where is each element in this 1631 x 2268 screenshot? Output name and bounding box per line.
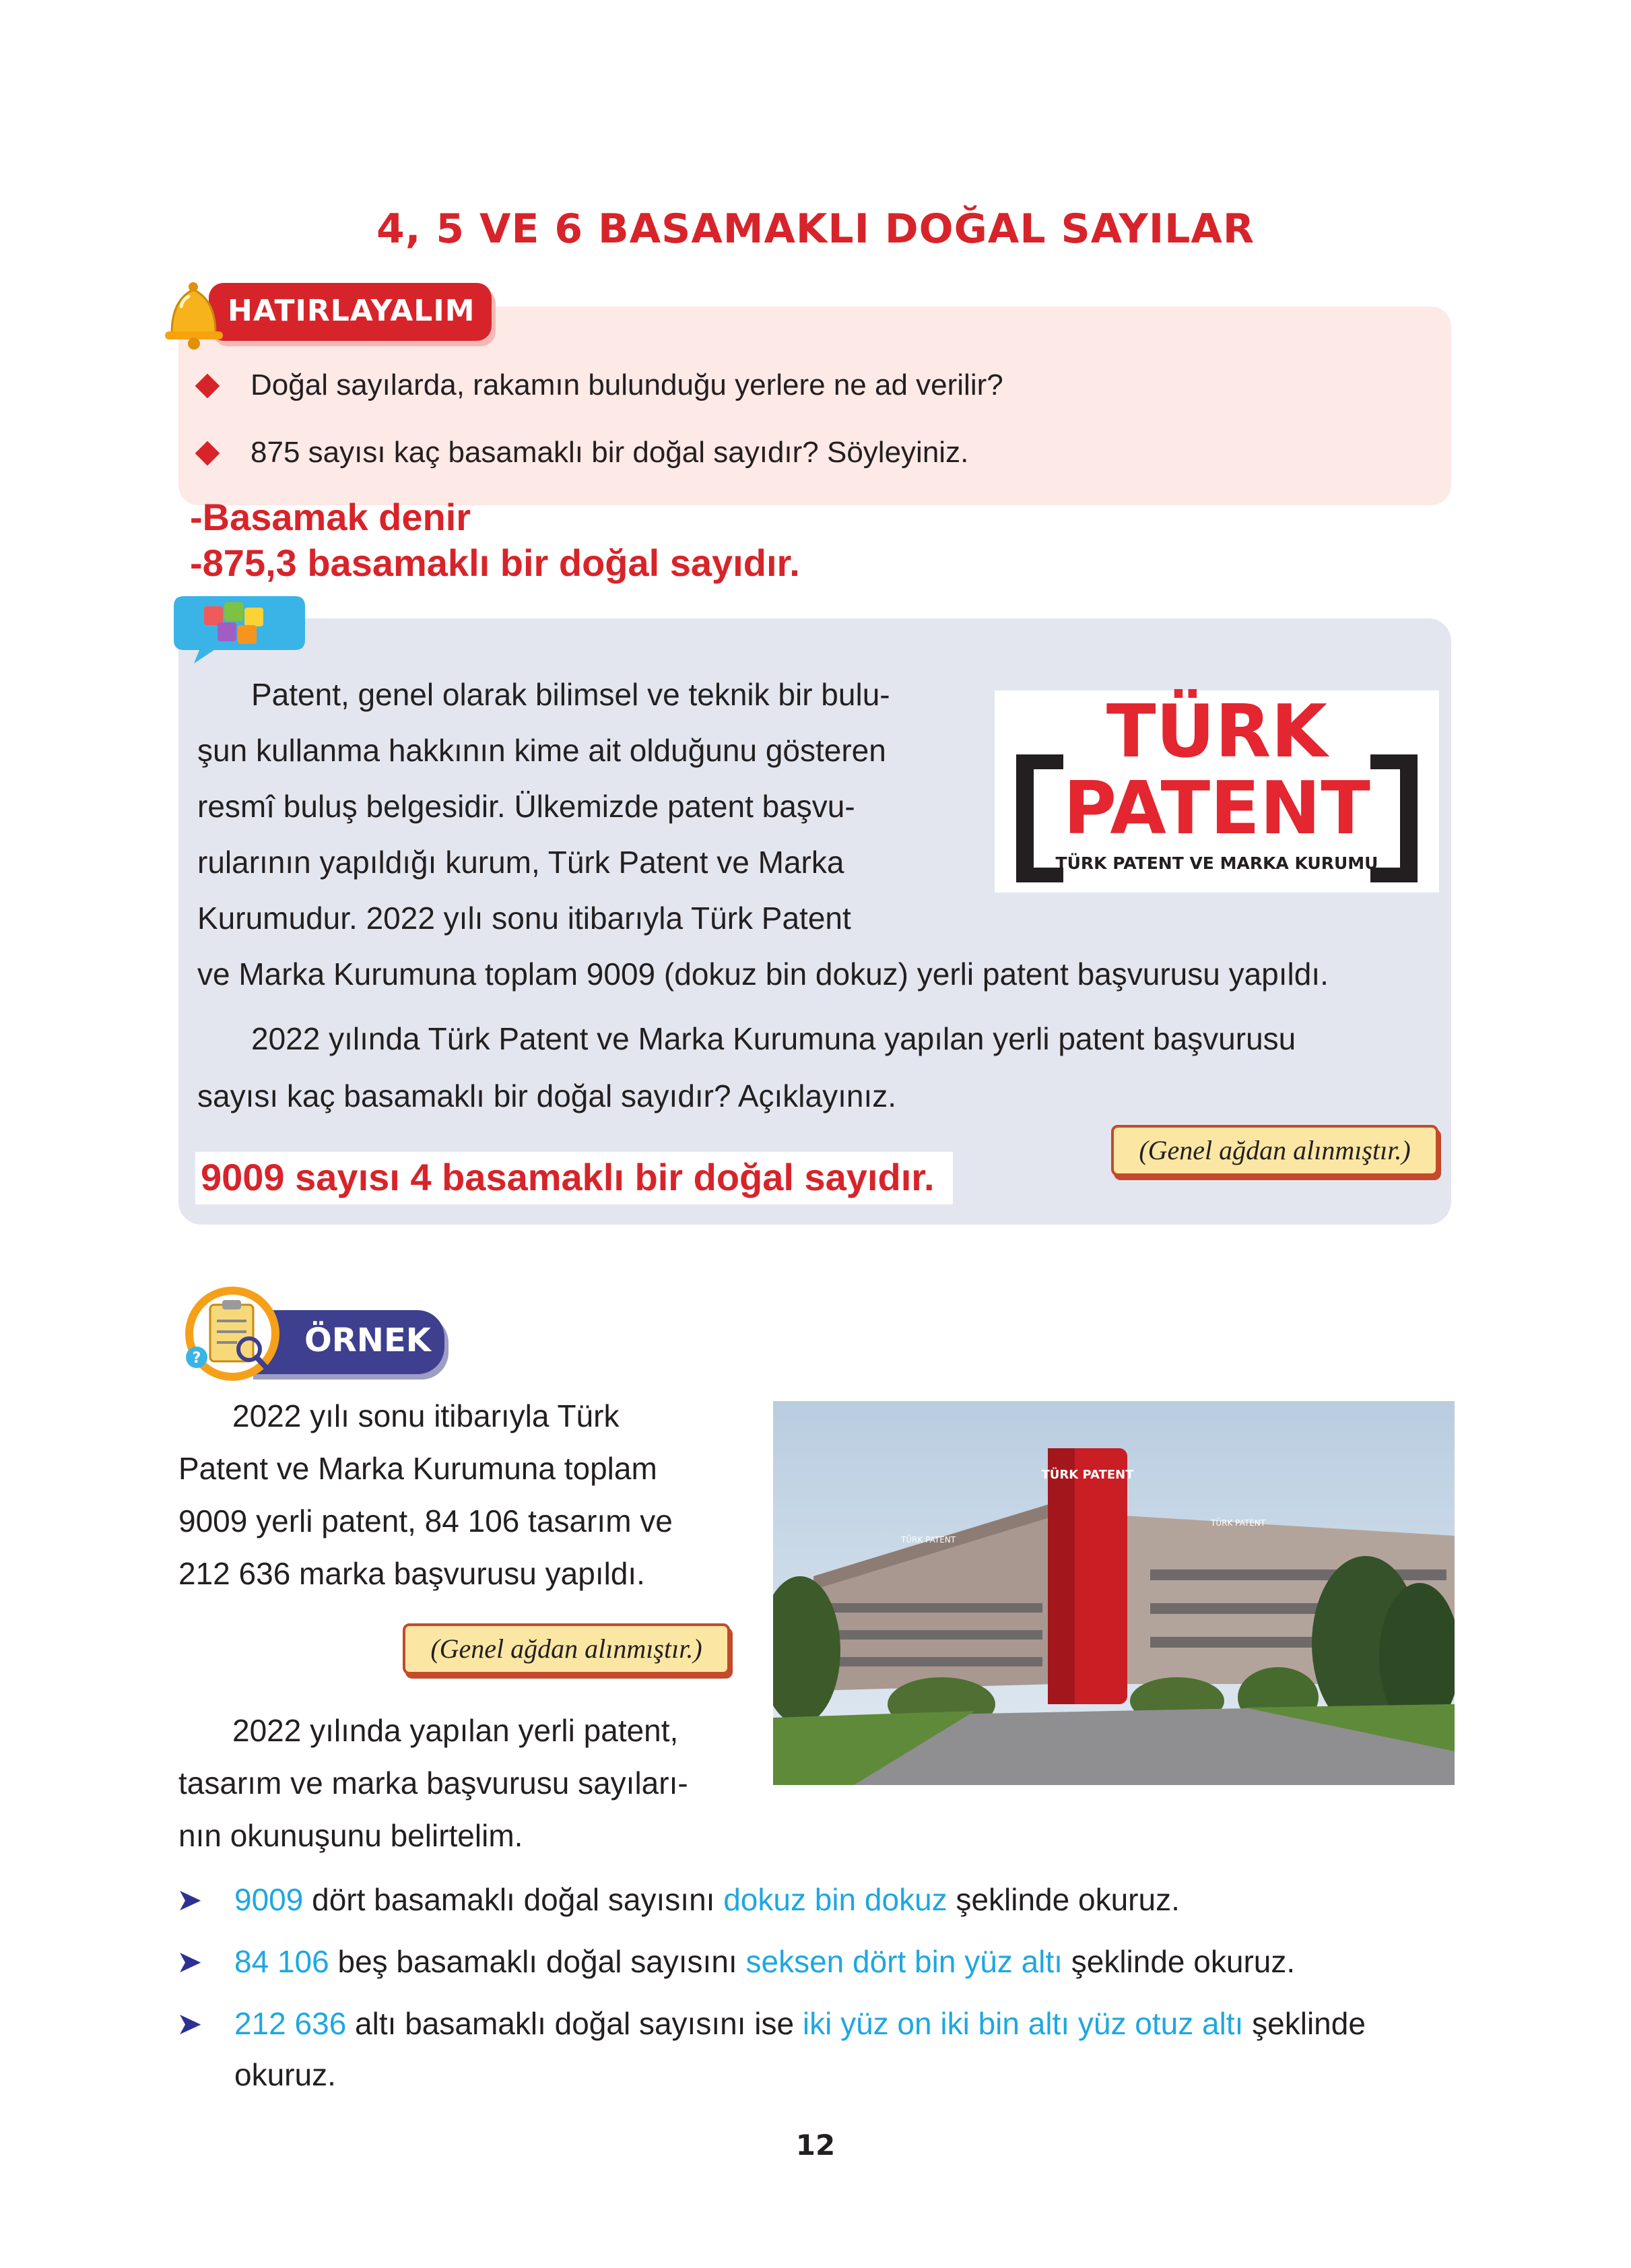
patent-text-line-2: şun kullanma hakkının kime ait olduğunu gösteren — [197, 733, 886, 768]
bell-icon — [152, 269, 239, 350]
reading-mid: beş basamaklı doğal sayısını — [329, 1944, 746, 1979]
example-badge-label: ÖRNEK — [304, 1322, 431, 1359]
patent-question-line-1: 2022 yılında Türk Patent ve Marka Kurumuna yapılan yerli patent başvurusu — [251, 1021, 1296, 1056]
logo-subtitle: TÜRK PATENT VE MARKA KURUMU — [1055, 853, 1378, 873]
recall-question-2: 875 sayısı kaç basamaklı bir doğal sayıdır? Söyleyiniz. — [251, 436, 969, 469]
reading-words: iki yüz on iki bin altı yüz otuz altı — [802, 2006, 1244, 2041]
example-text-line-2: Patent ve Marka Kurumuna toplam — [178, 1451, 657, 1486]
arrow-bullet-icon: ➤ — [176, 2006, 203, 2041]
reading-line-1 — [234, 1884, 1180, 1915]
example-text2-line-3: nın okunuşunu belirtelim. — [178, 1818, 523, 1853]
example-text-line-3: 9009 yerli patent, 84 106 tasarım ve — [178, 1503, 673, 1538]
reading-number: 9009 — [234, 1882, 304, 1917]
example-text2-line-1: 2022 yılında yapılan yerli patent, — [232, 1713, 679, 1748]
reading-mid: altı basamaklı doğal sayısını ise — [346, 2006, 803, 2041]
reading-number: 212 636 — [234, 2006, 347, 2041]
reading-mid: dört basamaklı doğal sayısını — [303, 1882, 724, 1917]
answer-line-1: -Basamak denir — [190, 496, 471, 538]
answer-line-2: -875,3 basamaklı bir doğal sayıdır. — [190, 542, 800, 584]
reading-line-2 — [234, 1946, 1295, 1977]
recall-badge-label: HATIRLAYALIM — [228, 294, 475, 328]
logo-text-patent: PATENT — [1063, 767, 1370, 851]
patent-text-line-5: Kurumudur. 2022 yılı sonu itibarıyla Türk Patent — [197, 901, 851, 936]
photo-sign-tower: TÜRK PATENT — [1041, 1468, 1134, 1482]
reading-number: 84 106 — [234, 1944, 329, 1979]
reading-words: seksen dört bin yüz altı — [745, 1944, 1063, 1979]
source-badge: (Genel ağdan alınmıştır.) — [403, 1623, 730, 1675]
turk-patent-building-photo — [773, 1401, 1455, 1785]
patent-text-line-3: resmî buluş belgesidir. Ülkemizde patent başvu- — [197, 789, 855, 824]
turk-patent-logo — [995, 690, 1439, 893]
source-badge: (Genel ağdan alınmıştır.) — [1111, 1125, 1438, 1176]
patent-text-line-1: Patent, genel olarak bilimsel ve teknik bir bulu- — [251, 677, 890, 712]
reading-line-3-cont: okuruz. — [234, 2057, 336, 2092]
photo-sign-left: TÜRK PATENT — [901, 1535, 956, 1545]
reading-end: şeklinde okuruz. — [1062, 1944, 1296, 1979]
patent-question-line-2: sayısı kaç basamaklı bir doğal sayıdır? Açıklayınız. — [197, 1078, 897, 1113]
clipboard-question-icon — [182, 1283, 283, 1384]
reading-words: dokuz bin dokuz — [723, 1882, 947, 1917]
puzzle-speech-bubble-icon — [167, 593, 312, 667]
recall-question-1: Doğal sayılarda, rakamın bulunduğu yerlere ne ad verilir? — [251, 368, 1003, 401]
page-number: 12 — [795, 2129, 836, 2162]
patent-text-line-6: ve Marka Kurumuna toplam 9009 (dokuz bin dokuz) yerli patent başvurusu yapıldı. — [197, 957, 1329, 992]
patent-text-line-4: rularının yapıldığı kurum, Türk Patent ve Marka — [197, 845, 844, 880]
example-text-line-1: 2022 yılı sonu itibarıyla Türk — [232, 1398, 620, 1433]
photo-sign-right: TÜRK PATENT — [1211, 1518, 1266, 1528]
example-text2-line-2: tasarım ve marka başvurusu sayıları- — [178, 1765, 688, 1801]
example-text-line-4: 212 636 marka başvurusu yapıldı. — [178, 1556, 645, 1591]
reading-end: şeklinde okuruz. — [947, 1882, 1180, 1917]
reading-end: şeklinde — [1243, 2006, 1366, 2041]
patent-answer: 9009 sayısı 4 basamaklı bir doğal sayıdır. — [201, 1156, 935, 1198]
page-title: 4, 5 VE 6 BASAMAKLI DOĞAL SAYILAR — [376, 205, 1255, 253]
svg-text:?: ? — [192, 1350, 201, 1367]
reading-line-3 — [234, 2008, 1366, 2039]
arrow-bullet-icon: ➤ — [176, 1882, 203, 1917]
arrow-bullet-icon: ➤ — [176, 1944, 203, 1979]
logo-text-turk: TÜRK — [1106, 690, 1328, 774]
